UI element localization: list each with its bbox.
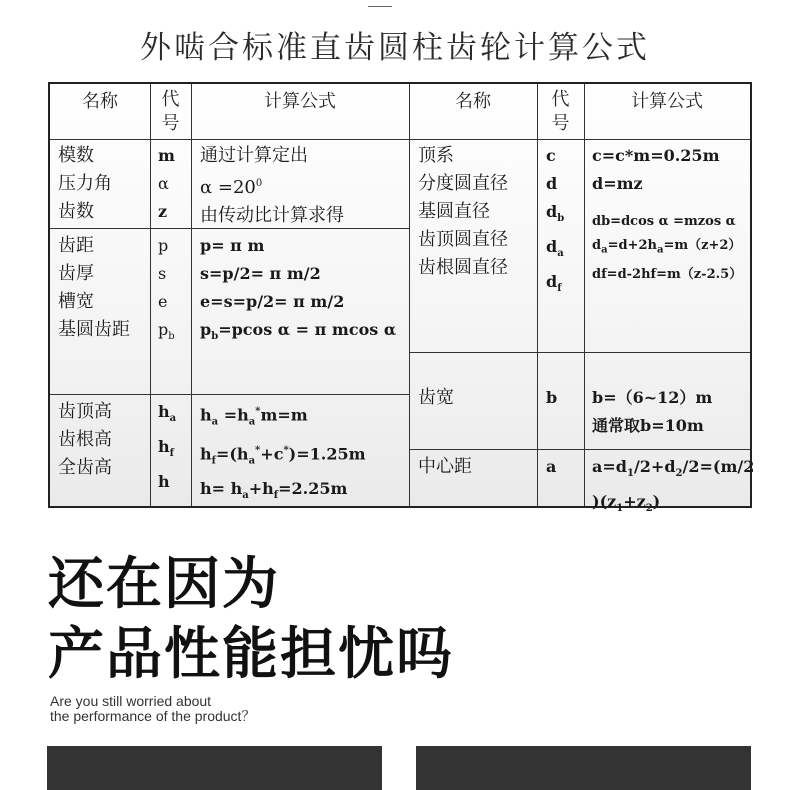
symbols-basic: m α z [158,146,175,221]
header-name-right: 名称 [455,91,491,112]
table-divider [50,394,409,395]
subline-line-1: Are you still worried about [50,693,212,709]
dark-panel-left [47,746,382,790]
formulas-face-width: b=（6~12）m 通常取b=10m [592,388,713,435]
headline-line-2: 产品性能担忧吗 [48,622,454,687]
table-divider [50,139,750,140]
table-divider [150,84,151,506]
table-divider [409,84,410,506]
formulas-circles: db=dcos α =mzos α $d_a=d+2h_a=m(z+2)$ df=d-2hf=m（z-2.5） [592,214,743,282]
table-divider [409,449,750,450]
symbol-center-distance: a [546,457,557,476]
formula-table [48,82,755,515]
name-face-width: 齿宽 [418,387,454,408]
symbols-height: $h_a$ $h_f$ h [158,402,177,492]
header-symbol-left: 代 号 [161,89,180,134]
subline [50,694,255,724]
symbol-face-width: b [546,388,558,407]
table-divider [409,352,750,353]
headline-line-1: 还在因为 [48,552,280,617]
table-divider [584,84,585,506]
names-pitch: 齿距 齿厚 槽宽 基圆齿距 [58,235,130,340]
table-divider [537,84,538,506]
formulas-height: $h_a =h_a^*m=m$ $h_f=(h_a^*+c^*)=1.25m$ $h= h_a+h_f=2.25m$ [200,405,366,502]
dark-panel-right [416,746,751,790]
formula-center-distance: $a=d_1/2+d_2/2=(m/2$ )$(z_1+z_2)$ [592,457,755,515]
page-title: 外啮合标准直齿圆柱齿轮计算公式 [140,30,650,66]
formulas-basic: 通过计算定出 $\alpha =20^0$ 由传动比计算求得 [200,145,344,226]
formula-clearance: c=c*m=0.25m d=mz [592,146,720,193]
header-name-left: 名称 [82,91,118,112]
symbols-pitch: p s e $p_b$ [158,236,175,343]
header-symbol-right: 代 号 [551,89,570,134]
names-basic: 模数 压力角 齿数 [58,145,112,222]
names-height: 齿顶高 齿根高 全齿高 [58,401,112,478]
names-circles: 顶系 分度圆直径 基圆直径 齿顶圆直径 齿根圆直径 [418,145,508,278]
header-formula-right: 计算公式 [631,91,703,112]
header-formula-left: 计算公式 [264,91,336,112]
formulas-pitch: p= π m s=p/2= π m/2 e=s=p/2= π m/2 $p_b=pcos$ α = π mcos α [200,236,397,343]
name-center-distance: 中心距 [418,456,472,477]
top-decoration [368,0,392,7]
subline-line-2: the performance of the product？ [50,708,256,724]
symbols-circles: c d $d_b$ $d_a$ $d_f$ [546,146,565,295]
table-divider [191,84,192,506]
